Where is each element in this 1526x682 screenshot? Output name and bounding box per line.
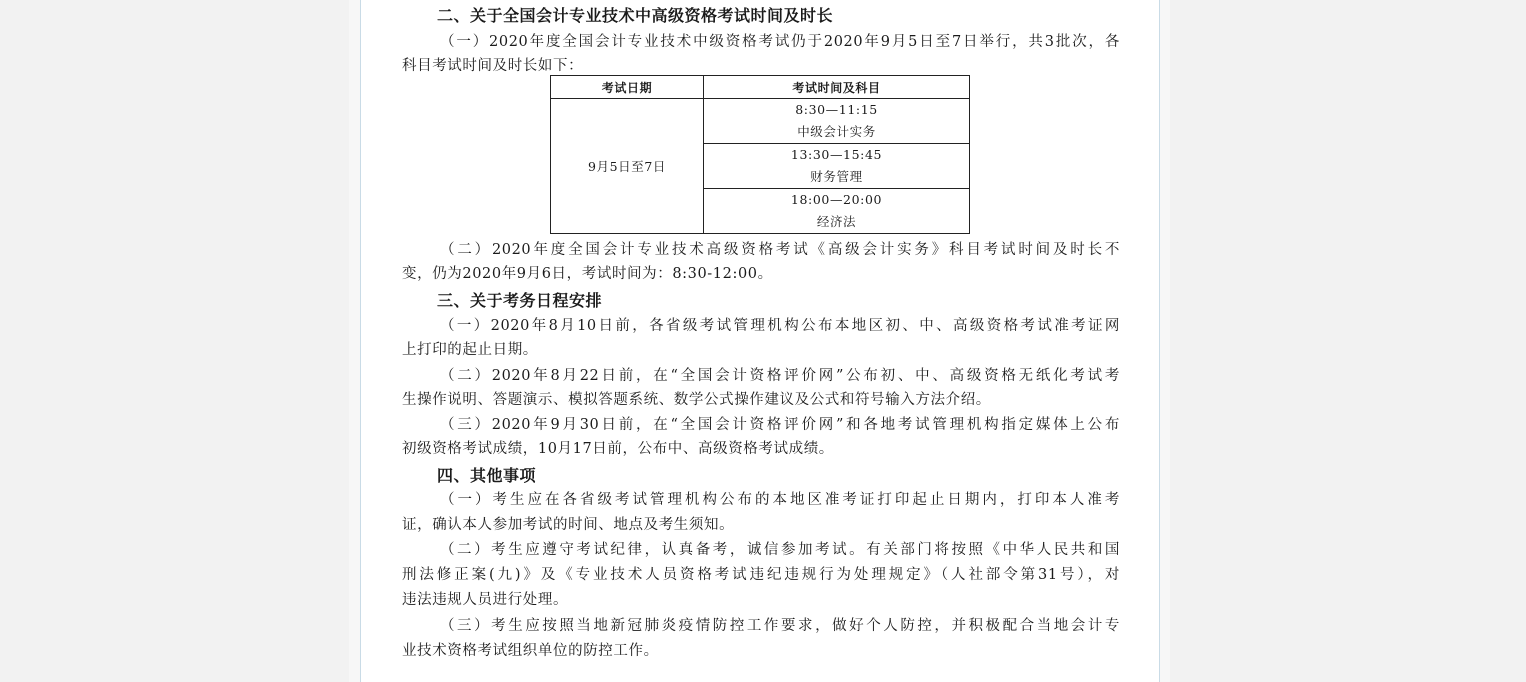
- paragraph-line: （三）2020年9月30日前，在“全国会计资格评价网”和各地考试管理机构指定媒体上公布: [440, 417, 1120, 433]
- header-exam-date: 考试日期: [551, 76, 704, 99]
- paragraph-line: 变，仍为2020年9月6日，考试时间为：8:30-12:00。: [402, 266, 773, 282]
- exam-date-cell: 9月5日至7日: [551, 99, 704, 234]
- exam-slot-cell: [704, 189, 970, 234]
- exam-subject: 经济法: [816, 214, 857, 229]
- paragraph-line: 生操作说明、答题演示、模拟答题系统、数学公式操作建议及公式和符号输入方法介绍。: [402, 392, 991, 408]
- paragraph-line: 证，确认本人参加考试的时间、地点及考生须知。: [402, 517, 735, 533]
- paragraph-line: 违法违规人员进行处理。: [402, 592, 569, 608]
- header-exam-time-subject: 考试时间及科目: [704, 76, 970, 99]
- exam-slot-cell: [704, 144, 970, 189]
- paragraph-line: 上打印的起止日期。: [402, 342, 538, 358]
- paragraph-line: （一）2020年度全国会计专业技术中级资格考试仍于2020年9月5日至7日举行，共3批次，各: [440, 34, 1120, 50]
- exam-slot-cell: [704, 99, 970, 144]
- exam-schedule-table: [550, 75, 970, 234]
- paragraph-line: 刑法修正案(九)》及《专业技术人员资格考试违纪违规行为处理规定》（人社部令第31号），对: [402, 567, 1120, 583]
- exam-time: 13:30—15:45: [790, 147, 883, 162]
- paragraph-line: （一）考生应在各省级考试管理机构公布的本地区准考证打印起止日期内，打印本人准考: [440, 492, 1120, 508]
- paragraph-line: 初级资格考试成绩，10月17日前，公布中、高级资格考试成绩。: [402, 441, 834, 457]
- exam-subject: 财务管理: [810, 169, 863, 184]
- exam-subject: 中级会计实务: [797, 124, 876, 139]
- paragraph-line: 科目考试时间及时长如下：: [402, 58, 584, 74]
- exam-time: 18:00—20:00: [790, 192, 883, 207]
- section-2-heading: 二、关于全国会计专业技术中高级资格考试时间及时长: [437, 6, 834, 25]
- section-4-heading: 四、其他事项: [437, 466, 537, 485]
- paragraph-line: （二）2020年8月22日前，在“全国会计资格评价网”公布初、中、高级资格无纸化考试考: [440, 368, 1120, 384]
- table-row: [551, 99, 970, 144]
- paragraph-line: （二）考生应遵守考试纪律，认真备考，诚信参加考试。有关部门将按照《中华人民共和国: [440, 542, 1120, 558]
- exam-time: 8:30—11:15: [795, 102, 878, 117]
- paragraph-line: （三）考生应按照当地新冠肺炎疫情防控工作要求，做好个人防控，并积极配合当地会计专: [440, 618, 1120, 634]
- section-3-heading: 三、关于考务日程安排: [437, 291, 603, 310]
- paragraph-line: （二）2020年度全国会计专业技术高级资格考试《高级会计实务》科目考试时间及时长不: [440, 242, 1120, 258]
- table-header-row: [551, 76, 970, 99]
- paragraph-line: （一）2020年8月10日前，各省级考试管理机构公布本地区初、中、高级资格考试准考证网: [440, 318, 1120, 334]
- paragraph-line: 业技术资格考试组织单位的防控工作。: [402, 643, 659, 659]
